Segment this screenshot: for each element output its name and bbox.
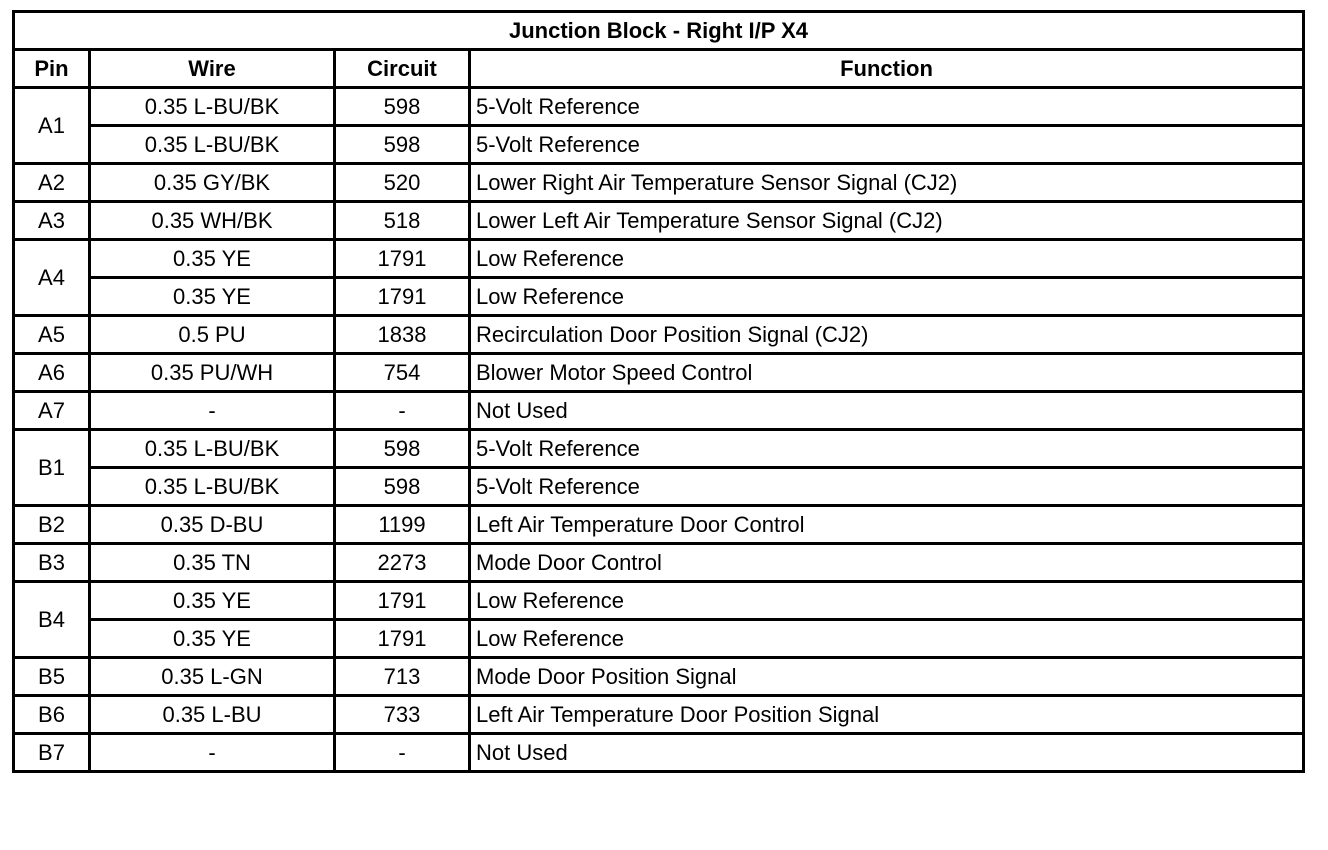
- table-row: [14, 544, 1304, 582]
- function-cell: Blower Motor Speed Control: [470, 354, 1304, 392]
- circuit-cell: 518: [335, 202, 470, 240]
- pinout-table-body: [14, 88, 1304, 772]
- pinout-table: [12, 10, 1305, 773]
- wire-cell: 0.35 YE: [90, 620, 335, 658]
- table-row: [14, 430, 1304, 468]
- wire-column-header: Wire: [90, 50, 335, 88]
- wire-cell: 0.35 GY/BK: [90, 164, 335, 202]
- circuit-cell: 2273: [335, 544, 470, 582]
- function-cell: Not Used: [470, 734, 1304, 772]
- table-row: [14, 126, 1304, 164]
- function-cell: 5-Volt Reference: [470, 126, 1304, 164]
- function-cell: Low Reference: [470, 240, 1304, 278]
- pin-cell: B6: [14, 696, 90, 734]
- table-title: Junction Block - Right I/P X4: [14, 12, 1304, 50]
- function-cell: 5-Volt Reference: [470, 468, 1304, 506]
- function-cell: Left Air Temperature Door Control: [470, 506, 1304, 544]
- pin-cell: B7: [14, 734, 90, 772]
- circuit-cell: -: [335, 392, 470, 430]
- table-row: [14, 696, 1304, 734]
- title-row: [14, 12, 1304, 50]
- function-cell: Lower Right Air Temperature Sensor Signal (CJ2): [470, 164, 1304, 202]
- wire-cell: 0.35 L-GN: [90, 658, 335, 696]
- function-cell: Low Reference: [470, 620, 1304, 658]
- pin-cell: A1: [14, 88, 90, 164]
- wire-cell: 0.35 L-BU/BK: [90, 126, 335, 164]
- wire-cell: 0.35 TN: [90, 544, 335, 582]
- table-row: [14, 658, 1304, 696]
- wire-cell: 0.35 D-BU: [90, 506, 335, 544]
- function-cell: Low Reference: [470, 278, 1304, 316]
- table-row: [14, 202, 1304, 240]
- pin-cell: A5: [14, 316, 90, 354]
- circuit-cell: 1199: [335, 506, 470, 544]
- wire-cell: -: [90, 734, 335, 772]
- pin-cell: A2: [14, 164, 90, 202]
- pin-cell: B2: [14, 506, 90, 544]
- circuit-cell: 713: [335, 658, 470, 696]
- pin-column-header: Pin: [14, 50, 90, 88]
- pin-cell: A6: [14, 354, 90, 392]
- circuit-cell: 598: [335, 126, 470, 164]
- circuit-cell: 598: [335, 468, 470, 506]
- circuit-cell: 520: [335, 164, 470, 202]
- table-row: [14, 620, 1304, 658]
- connector-pinout-sheet: [12, 10, 1302, 773]
- wire-cell: -: [90, 392, 335, 430]
- function-cell: 5-Volt Reference: [470, 88, 1304, 126]
- circuit-cell: -: [335, 734, 470, 772]
- wire-cell: 0.35 L-BU: [90, 696, 335, 734]
- pin-cell: B3: [14, 544, 90, 582]
- circuit-cell: 598: [335, 430, 470, 468]
- circuit-cell: 733: [335, 696, 470, 734]
- table-row: [14, 582, 1304, 620]
- table-row: [14, 278, 1304, 316]
- header-row: [14, 50, 1304, 88]
- circuit-cell: 754: [335, 354, 470, 392]
- table-row: [14, 354, 1304, 392]
- wire-cell: 0.35 PU/WH: [90, 354, 335, 392]
- function-cell: Not Used: [470, 392, 1304, 430]
- wire-cell: 0.35 YE: [90, 278, 335, 316]
- pin-cell: A7: [14, 392, 90, 430]
- function-cell: Left Air Temperature Door Position Signal: [470, 696, 1304, 734]
- wire-cell: 0.5 PU: [90, 316, 335, 354]
- table-row: [14, 392, 1304, 430]
- pin-cell: A3: [14, 202, 90, 240]
- table-row: [14, 468, 1304, 506]
- wire-cell: 0.35 WH/BK: [90, 202, 335, 240]
- function-cell: Low Reference: [470, 582, 1304, 620]
- function-cell: Lower Left Air Temperature Sensor Signal (CJ2): [470, 202, 1304, 240]
- table-row: [14, 506, 1304, 544]
- pin-cell: B4: [14, 582, 90, 658]
- pin-cell: B5: [14, 658, 90, 696]
- function-column-header: Function: [470, 50, 1304, 88]
- pin-cell: A4: [14, 240, 90, 316]
- wire-cell: 0.35 L-BU/BK: [90, 468, 335, 506]
- circuit-cell: 1838: [335, 316, 470, 354]
- table-row: [14, 240, 1304, 278]
- table-row: [14, 734, 1304, 772]
- table-row: [14, 316, 1304, 354]
- table-row: [14, 88, 1304, 126]
- circuit-cell: 1791: [335, 278, 470, 316]
- circuit-cell: 1791: [335, 240, 470, 278]
- circuit-cell: 598: [335, 88, 470, 126]
- function-cell: 5-Volt Reference: [470, 430, 1304, 468]
- wire-cell: 0.35 YE: [90, 582, 335, 620]
- function-cell: Recirculation Door Position Signal (CJ2): [470, 316, 1304, 354]
- wire-cell: 0.35 L-BU/BK: [90, 430, 335, 468]
- function-cell: Mode Door Position Signal: [470, 658, 1304, 696]
- circuit-column-header: Circuit: [335, 50, 470, 88]
- circuit-cell: 1791: [335, 620, 470, 658]
- table-row: [14, 164, 1304, 202]
- circuit-cell: 1791: [335, 582, 470, 620]
- wire-cell: 0.35 L-BU/BK: [90, 88, 335, 126]
- pin-cell: B1: [14, 430, 90, 506]
- function-cell: Mode Door Control: [470, 544, 1304, 582]
- wire-cell: 0.35 YE: [90, 240, 335, 278]
